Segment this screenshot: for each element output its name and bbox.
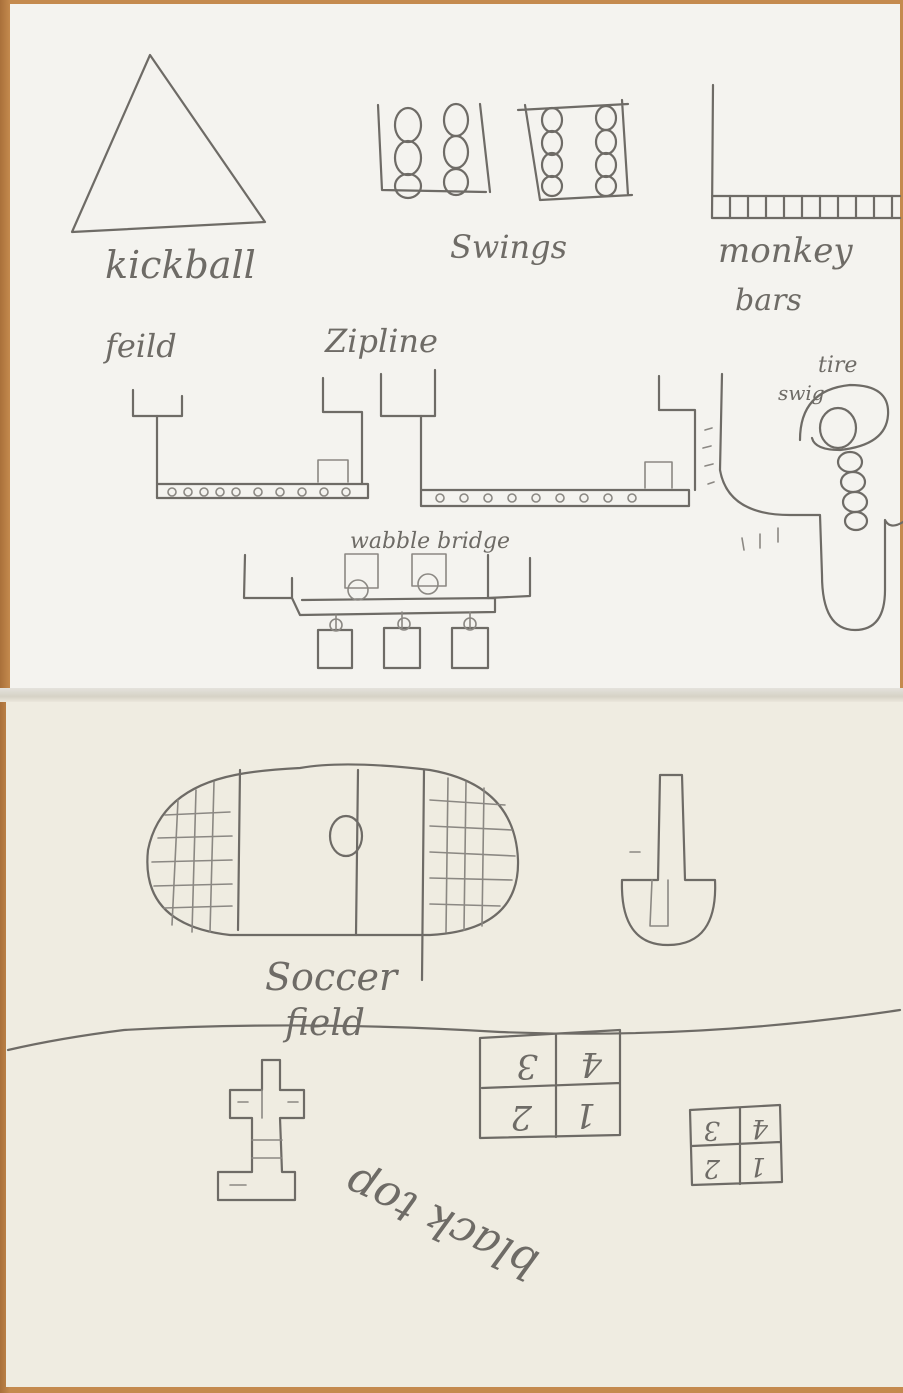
soccer-field-label-line1: Soccer [265, 955, 398, 999]
wobble-bridge-drawing [244, 554, 530, 668]
foursquare-large-1: 1 [574, 1095, 596, 1135]
tire-swing-drawing [720, 374, 903, 630]
zipline-label: Zipline [325, 322, 438, 360]
blacktop-label: black top [337, 1156, 547, 1290]
wobble-bridge-label: wabble bridge [350, 529, 510, 554]
foursquare-large-2: 2 [510, 1097, 532, 1137]
foursquare-small-2: 2 [703, 1153, 720, 1183]
zipline-left-drawing [133, 378, 368, 498]
soccer-field-label-line2: field [285, 1003, 365, 1044]
swings-drawing [378, 100, 632, 200]
soccer-field-drawing [147, 764, 518, 980]
monkey-bars-drawing [712, 85, 900, 218]
kickball-label: kickball [105, 243, 256, 287]
kickball-triangle-drawing [72, 55, 265, 232]
monkey-bars-label-line1: monkey [718, 231, 853, 271]
tire-swing-label-line1: tire [818, 353, 858, 378]
zipline-right-drawing [381, 370, 714, 506]
foursquare-small-1: 1 [749, 1151, 766, 1181]
foursquare-small-4: 4 [751, 1113, 768, 1143]
hopscotch-drawing [218, 1060, 304, 1200]
foursquare-large-4: 4 [580, 1044, 602, 1084]
shovel-drawing [622, 775, 715, 945]
monkey-bars-label-line2: bars [735, 283, 802, 318]
tire-swing-label-line2: swig [778, 381, 825, 405]
swings-label: Swings [450, 228, 568, 266]
foursquare-small-3: 3 [703, 1115, 720, 1145]
foursquare-large-3: 3 [516, 1046, 538, 1086]
field-label: feild [105, 327, 177, 365]
blacktop-divider-line [8, 1010, 900, 1050]
